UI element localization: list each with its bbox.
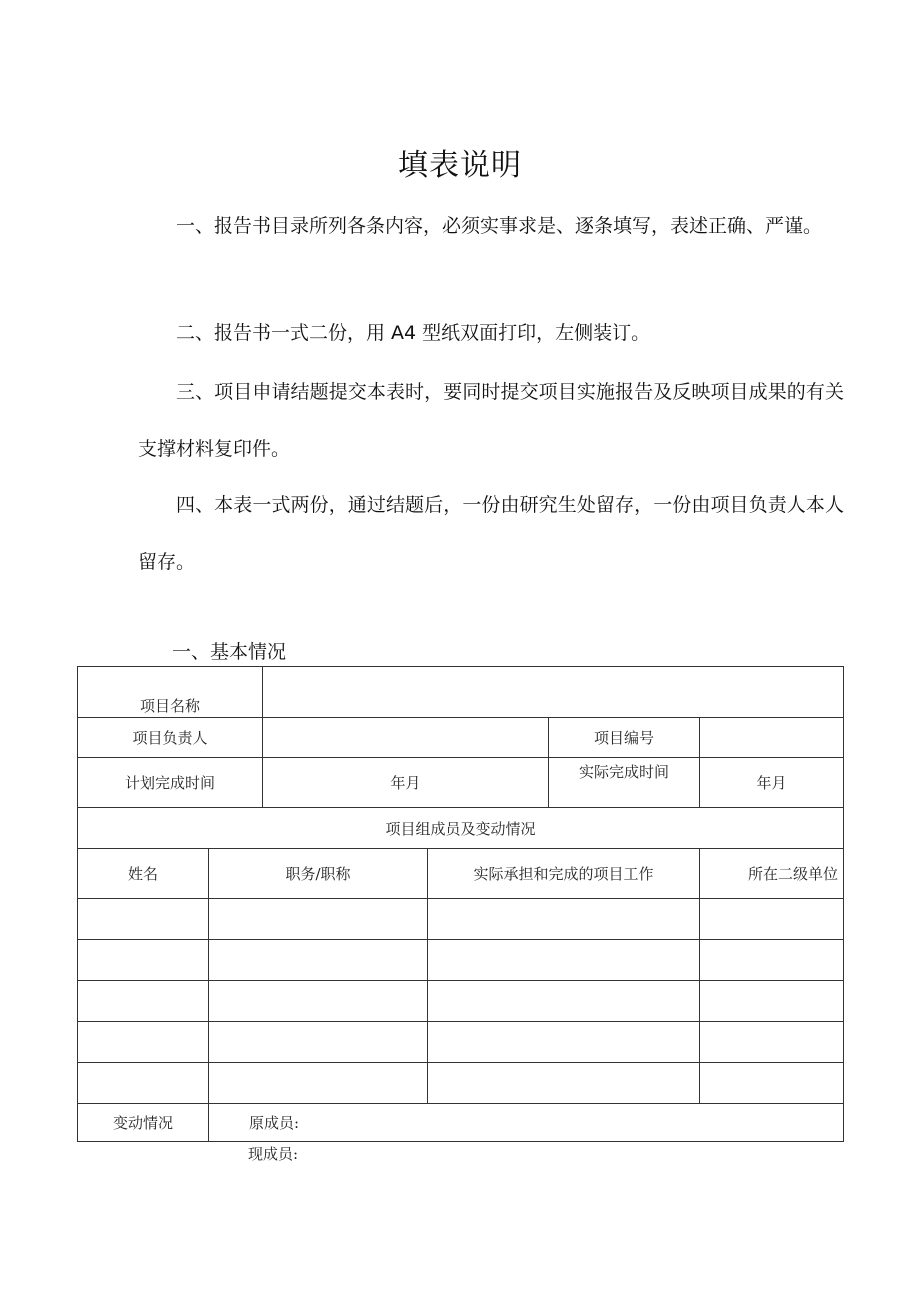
section-heading: 一、基本情况	[172, 641, 287, 663]
original-members-field[interactable]	[209, 1104, 844, 1142]
member-row	[78, 1022, 844, 1063]
change-label: 变动情况	[78, 1104, 209, 1142]
member-row	[78, 940, 844, 981]
current-members-label: 现成员:	[248, 1145, 299, 1163]
column-header-work: 实际承担和完成的项目工作	[428, 849, 700, 899]
project-leader-label: 项目负责人	[78, 718, 263, 758]
member-unit-cell[interactable]	[700, 940, 844, 981]
original-members-label: 原成员:	[249, 1114, 300, 1132]
member-work-cell[interactable]	[428, 940, 700, 981]
member-name-cell[interactable]	[78, 1022, 209, 1063]
member-row	[78, 899, 844, 940]
member-title-cell[interactable]	[209, 940, 428, 981]
instruction-2: 二、报告书一式二份，用 A4 型纸双面打印，左侧装订。	[176, 322, 651, 344]
member-work-cell[interactable]	[428, 899, 700, 940]
member-title-cell[interactable]	[209, 981, 428, 1022]
member-name-cell[interactable]	[78, 899, 209, 940]
page-title: 填表说明	[398, 148, 522, 183]
member-unit-cell[interactable]	[700, 1022, 844, 1063]
instruction-3: 三、项目申请结题提交本表时，要同时提交项目实施报告及反映项目成果的有关支撑材料复印件。	[138, 381, 844, 460]
member-work-cell[interactable]	[428, 981, 700, 1022]
member-unit-cell[interactable]	[700, 981, 844, 1022]
member-row	[78, 981, 844, 1022]
column-header-title: 职务/职称	[209, 849, 428, 899]
project-number-label: 项目编号	[549, 718, 700, 758]
project-number-field[interactable]	[700, 718, 844, 758]
project-name-label: 项目名称	[78, 667, 263, 718]
member-unit-cell[interactable]	[700, 899, 844, 940]
planned-completion-field[interactable]: 年月	[263, 758, 549, 808]
member-unit-cell[interactable]	[700, 1063, 844, 1104]
member-title-cell[interactable]	[209, 899, 428, 940]
members-header: 项目组成员及变动情况	[78, 808, 844, 849]
basic-info-form	[77, 666, 844, 1142]
member-name-cell[interactable]	[78, 1063, 209, 1104]
member-work-cell[interactable]	[428, 1022, 700, 1063]
member-row	[78, 1063, 844, 1104]
actual-completion-label: 实际完成时间	[549, 758, 700, 808]
project-leader-field[interactable]	[263, 718, 549, 758]
planned-completion-label: 计划完成时间	[78, 758, 263, 808]
instruction-1: 一、报告书目录所列各条内容，必须实事求是、逐条填写，表述正确、严谨。	[176, 215, 823, 237]
project-name-field[interactable]	[263, 667, 844, 718]
actual-completion-field[interactable]: 年月	[700, 758, 844, 808]
column-header-name: 姓名	[78, 849, 209, 899]
member-name-cell[interactable]	[78, 940, 209, 981]
member-title-cell[interactable]	[209, 1063, 428, 1104]
column-header-unit: 所在二级单位	[700, 849, 844, 899]
instruction-4: 四、本表一式两份，通过结题后，一份由研究生处留存，一份由项目负责人本人留存。	[138, 494, 844, 573]
member-name-cell[interactable]	[78, 981, 209, 1022]
member-title-cell[interactable]	[209, 1022, 428, 1063]
member-work-cell[interactable]	[428, 1063, 700, 1104]
